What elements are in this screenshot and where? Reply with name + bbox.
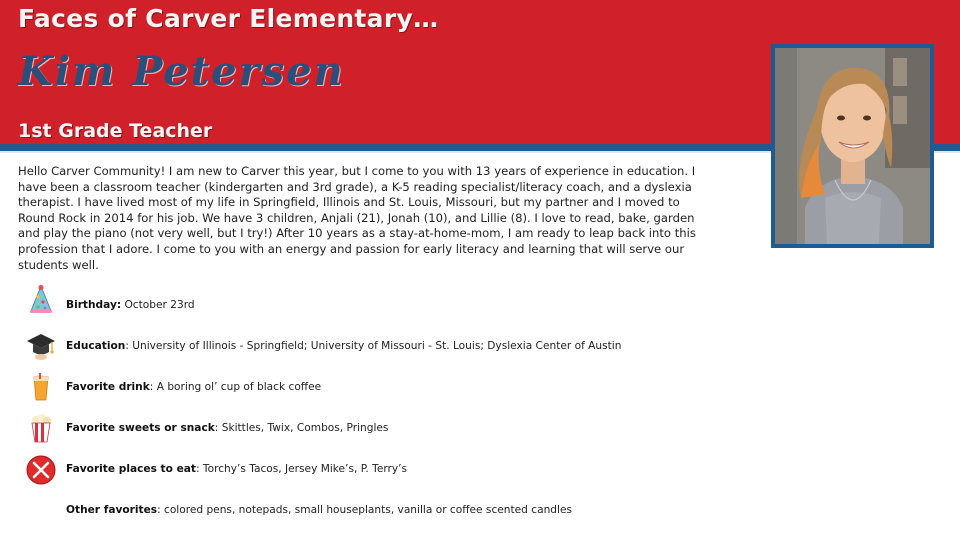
drink-cup-icon: [26, 372, 56, 402]
fact-other-favorites: [66, 500, 572, 520]
fact-value: : Skittles, Twix, Combos, Pringles: [214, 422, 389, 434]
fact-favorite-drink: [66, 377, 321, 397]
fact-label: Favorite sweets or snack: [66, 422, 215, 434]
fact-label: Favorite places to eat: [66, 463, 196, 475]
fact-value: : colored pens, notepads, small houseplants, vanilla or coffee scented candles: [157, 504, 572, 516]
fact-label: Birthday:: [66, 299, 122, 311]
teacher-bio: Hello Carver Community! I am new to Carver this year, but I come to you with 13 years of experience in education. I have been a classroom teacher (kindergarten and 3rd grade), a K-5 reading specialist/literacy coach, and a dyslexia therapist. I have lived most of my life in Springfield, Illinois and St. Louis, Missouri, but my partner and I moved to Round Rock in 2014 for his job. We have 3 children, Anjali (21), Jonah (10), and Lillie (8). I love to read, bake, garden and play the piano (not very well, but I try!) After 10 years as a stay-at-home-mom, I am ready to leap back into this profession that I adore. I come to you with an energy and passion for early literacy and learning that will serve our students well.: [18, 164, 696, 272]
fact-label: Education: [66, 340, 126, 352]
fact-education: [66, 336, 621, 356]
popcorn-icon: [26, 413, 56, 443]
teacher-photo-frame: [771, 44, 934, 248]
fact-value: October 23rd: [121, 299, 195, 311]
teacher-role: 1st Grade Teacher: [18, 120, 213, 142]
fact-value: : Torchy’s Tacos, Jersey Mike’s, P. Terry’s: [196, 463, 408, 475]
fact-favorite-places: [66, 459, 407, 479]
teacher-portrait-image: [775, 48, 930, 244]
school-title: Faces of Carver Elementary…: [18, 4, 439, 33]
fact-value: : A boring ol’ cup of black coffee: [149, 381, 322, 393]
fact-favorite-snack: [66, 418, 388, 438]
fact-value: : University of Illinois - Springfield; University of Missouri - St. Louis; Dyslexia Center of Austin: [125, 340, 622, 352]
party-hat-icon: [26, 285, 56, 315]
fact-label: Favorite drink: [66, 381, 150, 393]
teacher-name: Kim Petersen: [18, 48, 345, 95]
graduation-cap-icon: [26, 331, 56, 361]
utensils-icon: [26, 455, 56, 485]
teacher-photo: [775, 48, 930, 244]
fact-birthday: [66, 295, 195, 315]
fact-label: Other favorites: [66, 504, 158, 516]
